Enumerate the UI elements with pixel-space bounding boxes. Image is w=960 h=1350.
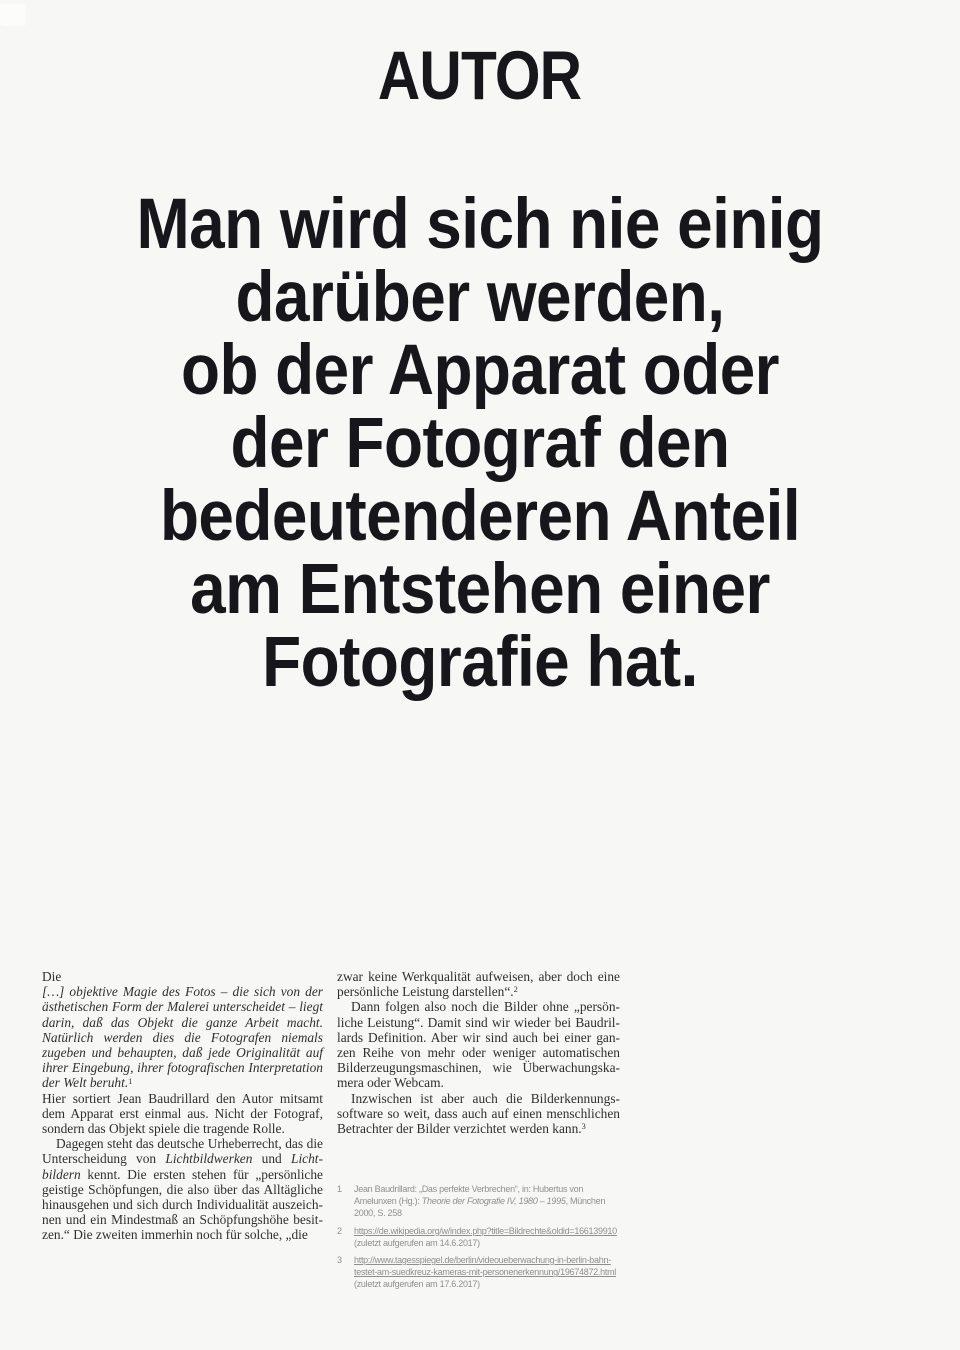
- text-run: und: [252, 1151, 291, 1167]
- body-paragraph: [42, 1136, 323, 1242]
- footnote-text: [354, 1183, 618, 1220]
- headline-line-2: darüber werden,: [235, 258, 725, 337]
- body-paragraph: [337, 999, 620, 1090]
- body-paragraph: [337, 969, 620, 999]
- body-column-left: [42, 969, 323, 1243]
- headline-quote: [48, 185, 912, 702]
- text-run: Jean Baudrillard: „Das perfekte Verbrechen“, in: Hubertus von Amelunxen (Hg.):: [354, 1184, 584, 1207]
- footnote-text: [354, 1225, 618, 1249]
- body-paragraph: [42, 1091, 323, 1137]
- italic-text: Lichtbildwerken: [165, 1151, 253, 1167]
- footnote-text: [354, 1254, 618, 1291]
- italic-text: Theorie der Fotografie IV, 1980 – 1995: [421, 1196, 566, 1207]
- footnote-1: [337, 1183, 618, 1220]
- text-run: Dann folgen also noch die Bilder ohne „persönliche Leistung“. Damit sind wir wieder bei Baudrillards Definition. Aber wir sind auch bei einer ganzen Reihe von mehr oder weniger automatischen Bilderzeugungsmaschinen, wie Überwachungskamera oder Webcam.: [337, 999, 620, 1091]
- body-column-right: [337, 969, 620, 1136]
- headline-line-4: der Fotograf den: [230, 404, 730, 483]
- footnote-number: 3: [337, 1255, 342, 1266]
- text-run: Dagegen steht das deutsche Urheberrecht, das die Unterscheidung von: [42, 1136, 323, 1167]
- text-run: Inzwischen ist aber auch die Bilderkennungssoftware so weit, dass auch auf einen menschlichen Betrachter der Bilder verzichtet werden kann.: [337, 1090, 620, 1137]
- text-run: zwar keine Werkqualität aufweisen, aber doch eine persönliche Leistung darstellen“.: [337, 969, 620, 1000]
- text-run: , München 2000, S. 258: [354, 1196, 606, 1219]
- body-paragraph: [337, 1091, 620, 1137]
- lead-word: Die: [42, 969, 62, 984]
- headline-line-7: Fotografie hat.: [262, 623, 698, 702]
- text-run: (zuletzt aufgerufen am 14.6.2017): [354, 1237, 480, 1248]
- headline-line-3: ob der Apparat oder: [180, 331, 780, 410]
- footnote-marker: 1: [128, 1076, 133, 1086]
- headline-line-6: am Entstehen einer: [190, 550, 770, 629]
- italic-text: […] objektive Magie des Fotos – die sich von der ästhetischen Form der Malerei unterscheidet – liegt darin, daß das Objekt die ganze Arbeit macht. Natürlich werden dies die Fotografen niemals zugeben und behaupten, daß jede Originalität auf ihrer Eingebung, ihrer fotografischen Interpretation der Welt beruht.: [42, 984, 323, 1091]
- footnote-number: 2: [337, 1225, 342, 1236]
- footnote-marker: 3: [581, 1122, 586, 1132]
- italic-text: Lichtbildern: [42, 1151, 323, 1182]
- footnote-number: 1: [337, 1184, 342, 1194]
- footnotes: [337, 1183, 618, 1296]
- page-title: [0, 37, 960, 114]
- page-title-text: AUTOR: [378, 37, 582, 114]
- footnote-link[interactable]: http://www.tagesspiegel.de/berlin/videoueberwachung-in-berlin-bahn-testet-am-suedkreuz-kameras-mit-personenerkennung/19674872.html: [354, 1255, 617, 1278]
- corner-artifact: [0, 4, 26, 26]
- footnote-2: [337, 1225, 618, 1249]
- footnote-marker: 2: [513, 985, 518, 995]
- text-run: kennt. Die ersten stehen für „persönliche geistige Schöpfungen, die also über das Alltägliche hinausgehen und sich durch Individualität auszeichnen und ein Mindestmaß an Schöpfungshöhe besitzen.“ Die zweiten immerhin noch für solche, „die: [42, 1166, 323, 1243]
- footnote-3: [337, 1254, 618, 1291]
- text-run: (zuletzt aufgerufen am 17.6.2017): [354, 1279, 480, 1290]
- baudrillard-quote-paragraph: [42, 984, 323, 1090]
- headline-line-5: bedeutenderen Anteil: [159, 477, 801, 556]
- headline-line-1: Man wird sich nie einig: [136, 185, 824, 264]
- footnote-link[interactable]: https://de.wikipedia.org/w/index.php?title=Bildrechte&oldid=166139910: [354, 1225, 617, 1236]
- text-run: Hier sortiert Jean Baudrillard den Autor mitsamt dem Apparat erst einmal aus. Nicht der Fotograf, sondern das Objekt spiele die tragende Rolle.: [42, 1090, 323, 1137]
